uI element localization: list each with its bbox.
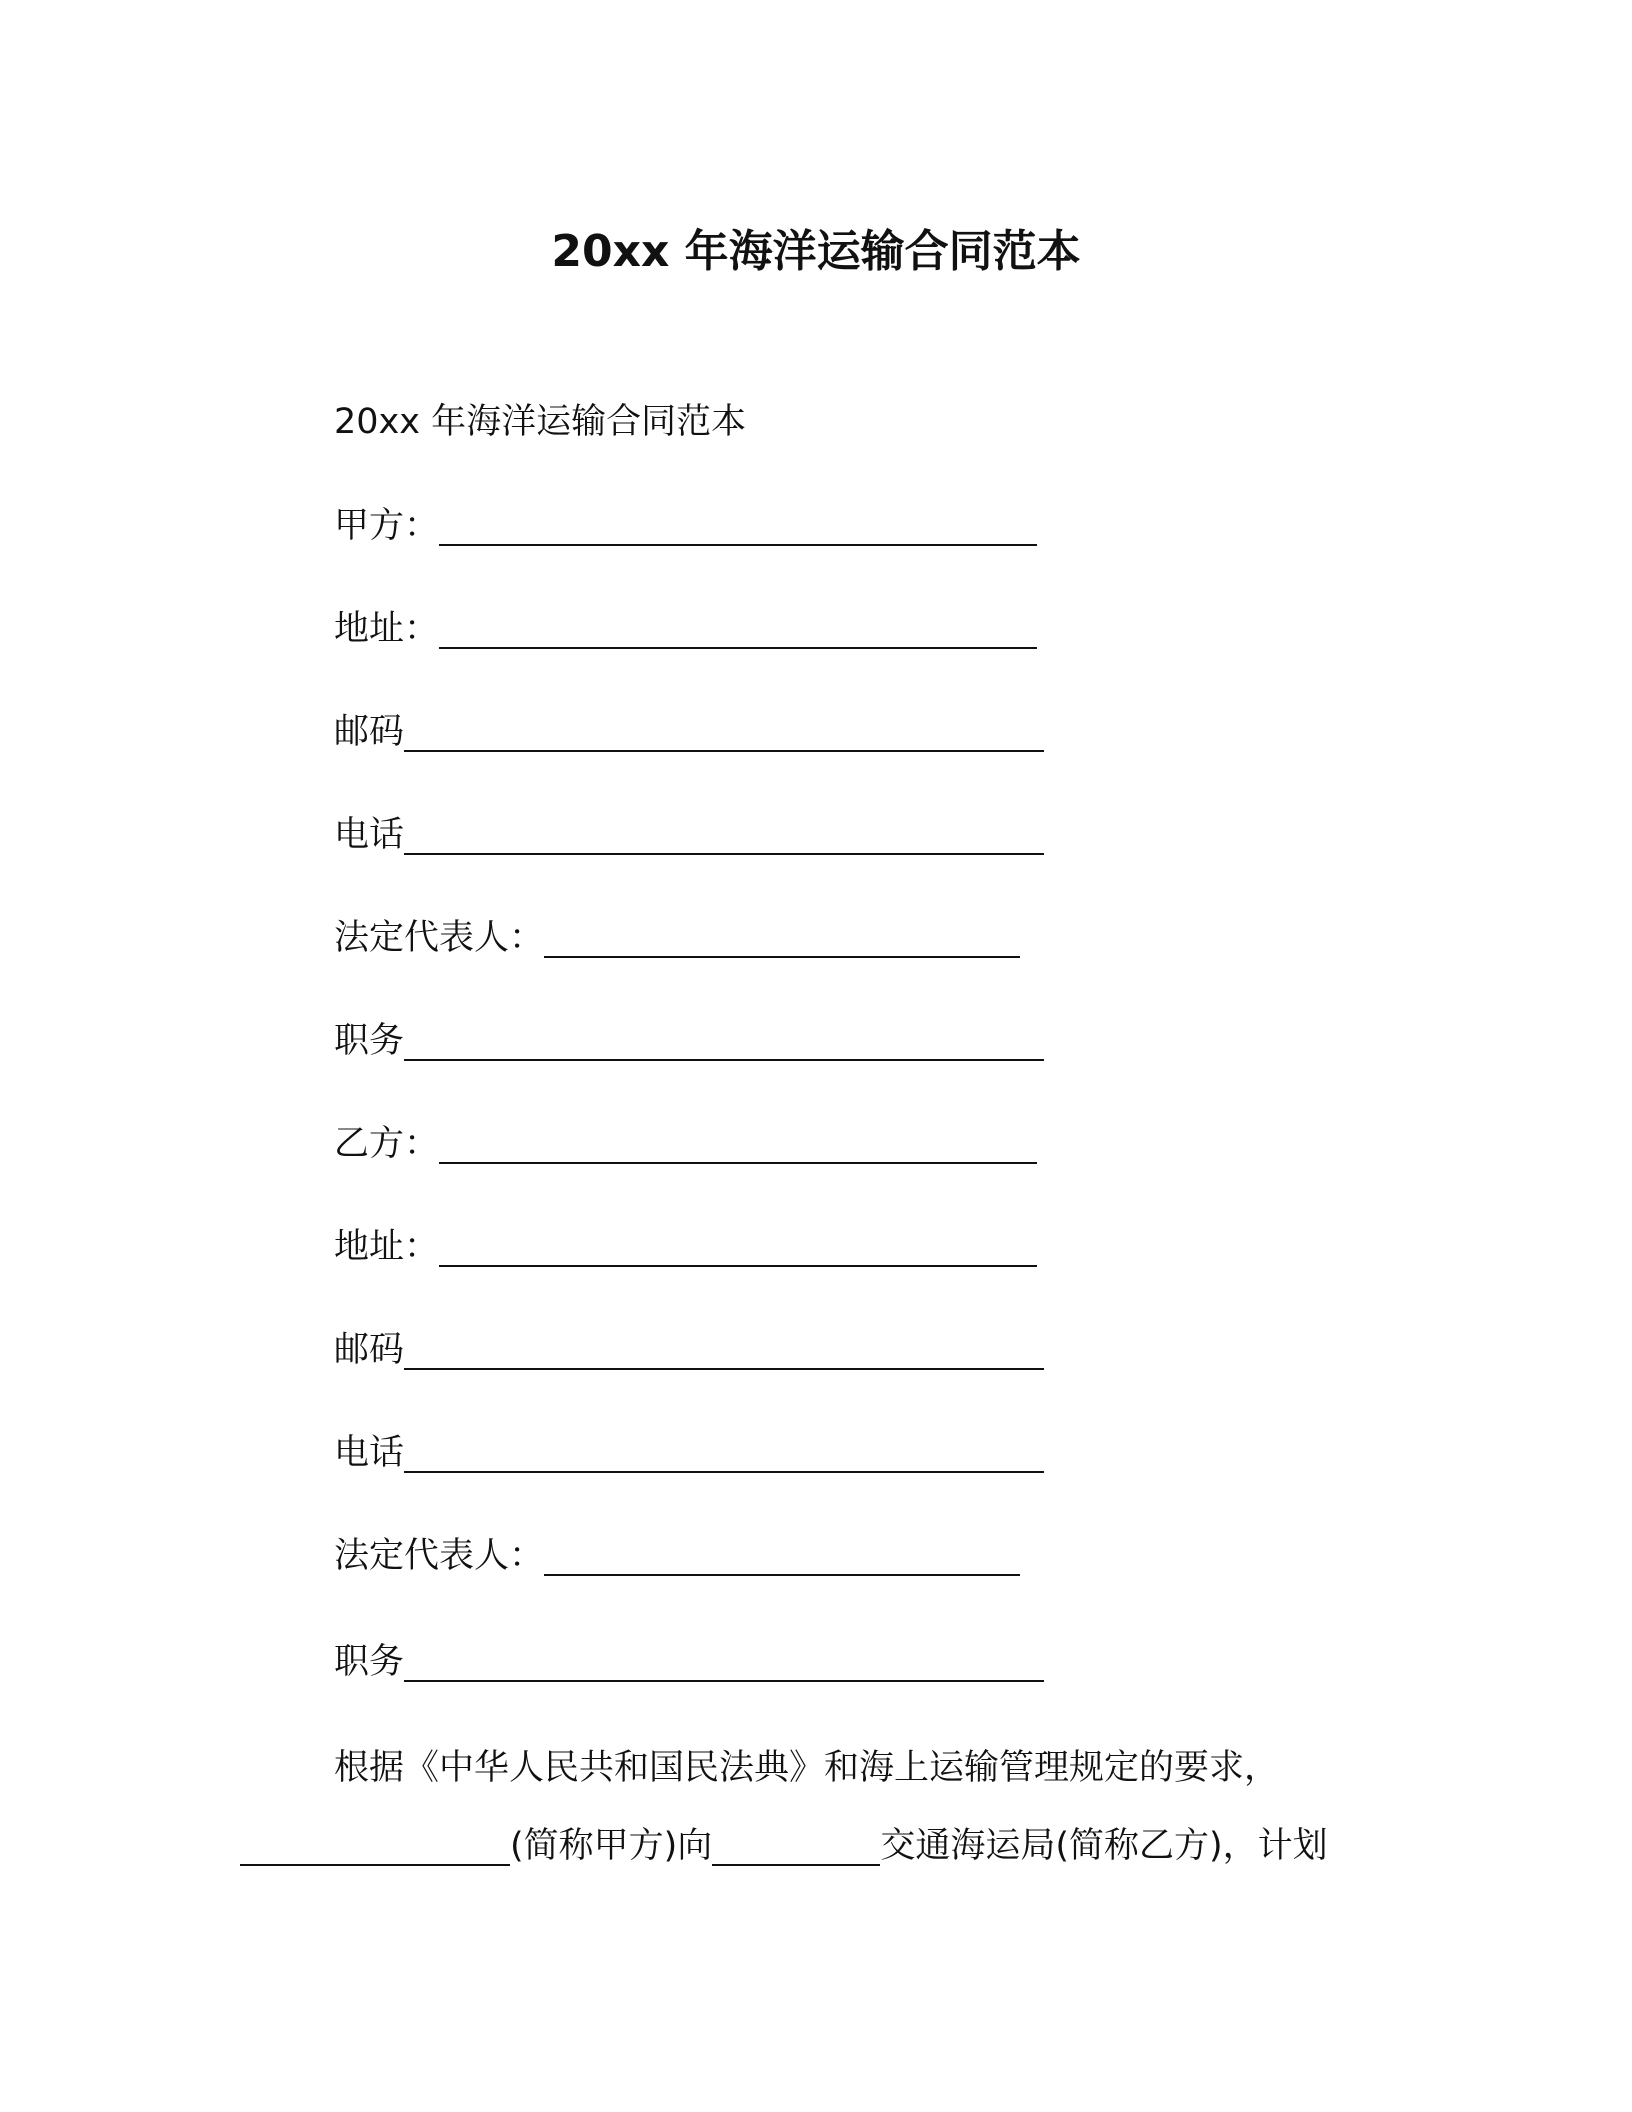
- party-b-phone-blank[interactable]: [404, 1431, 1044, 1473]
- party-a-address-label: 地址：: [334, 609, 440, 649]
- party-a-postcode-label: 邮码: [334, 712, 405, 752]
- party-a-postcode-blank[interactable]: [404, 710, 1044, 752]
- party-b-address-field[interactable]: [334, 1223, 1037, 1271]
- party-a-position-blank[interactable]: [404, 1019, 1044, 1061]
- party-a-phone-label: 电话: [334, 815, 405, 855]
- party-b-name-field[interactable]: [334, 1120, 1037, 1168]
- carrier-name-blank[interactable]: [712, 1824, 880, 1866]
- party-a-name-blank[interactable]: [439, 504, 1037, 546]
- document-subtitle: 20xx 年海洋运输合同范本: [334, 402, 747, 442]
- party-a-name-field[interactable]: [334, 502, 1037, 550]
- party-b-address-label: 地址：: [334, 1227, 440, 1267]
- party-b-name-blank[interactable]: [439, 1122, 1037, 1164]
- party-a-position-label: 职务: [334, 1021, 405, 1061]
- party-a-legal-rep-label: 法定代表人：: [334, 918, 545, 958]
- party-a-postcode-field[interactable]: [334, 708, 1044, 756]
- party-b-legal-rep-field[interactable]: [334, 1532, 1020, 1580]
- party-b-legal-rep-blank[interactable]: [544, 1534, 1020, 1576]
- body-line-2-part-2: 交通海运局(简称乙方)，计划: [880, 1826, 1328, 1866]
- party-b-postcode-field[interactable]: [334, 1326, 1044, 1374]
- party-b-legal-rep-label: 法定代表人：: [334, 1536, 545, 1576]
- party-b-phone-field[interactable]: [334, 1429, 1044, 1477]
- party-b-position-label: 职务: [334, 1642, 405, 1682]
- party-b-postcode-blank[interactable]: [404, 1328, 1044, 1370]
- party-b-position-field[interactable]: [334, 1638, 1044, 1686]
- body-line-2-part-1: (简称甲方)向: [510, 1826, 713, 1866]
- party-a-phone-field[interactable]: [334, 811, 1044, 859]
- body-paragraph-line-1: 根据《中华人民共和国民法典》和海上运输管理规定的要求，: [334, 1748, 1280, 1788]
- document-title: 20xx 年海洋运输合同范本: [551, 226, 1081, 277]
- party-b-name-label: 乙方：: [334, 1124, 440, 1164]
- party-a-legal-rep-field[interactable]: [334, 914, 1020, 962]
- party-b-address-blank[interactable]: [439, 1225, 1037, 1267]
- party-a-legal-rep-blank[interactable]: [544, 916, 1020, 958]
- party-b-position-blank[interactable]: [404, 1640, 1044, 1682]
- party-b-postcode-label: 邮码: [334, 1330, 405, 1370]
- party-b-phone-label: 电话: [334, 1433, 405, 1473]
- shipper-name-blank[interactable]: [240, 1824, 510, 1866]
- party-a-address-blank[interactable]: [439, 607, 1037, 649]
- party-a-phone-blank[interactable]: [404, 813, 1044, 855]
- party-a-address-field[interactable]: [334, 605, 1037, 653]
- party-a-name-label: 甲方：: [334, 506, 440, 546]
- body-paragraph-line-2: [240, 1822, 1328, 1870]
- party-a-position-field[interactable]: [334, 1017, 1044, 1065]
